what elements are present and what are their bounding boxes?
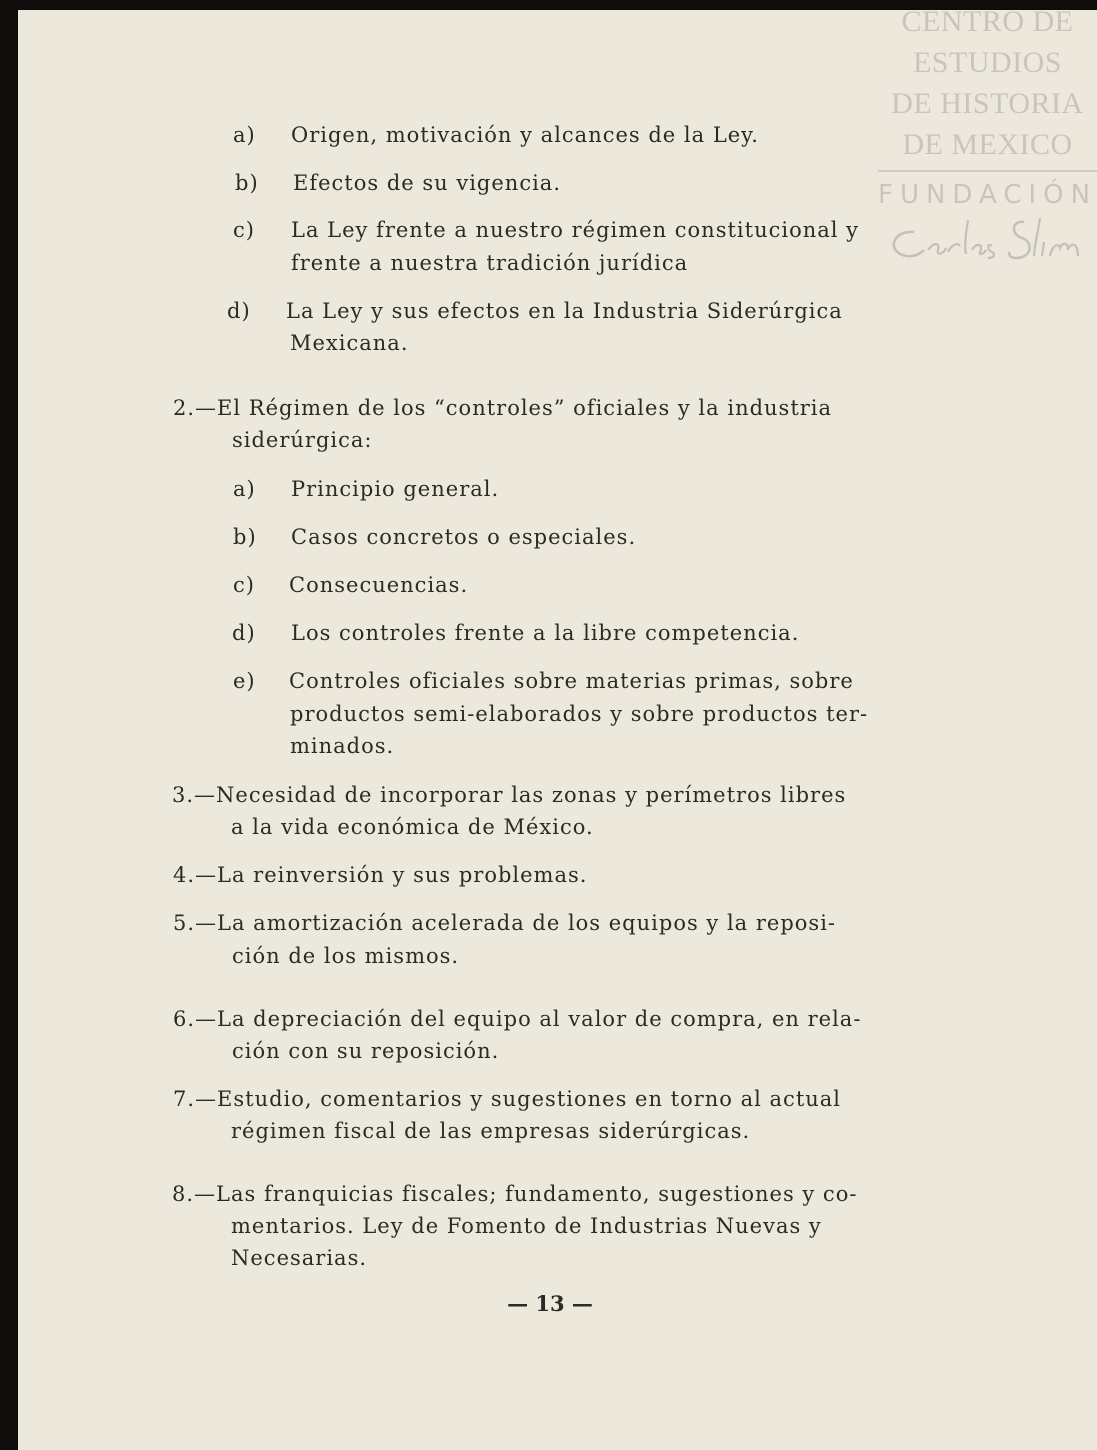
outline-item: Casos concretos o especiales. [291, 525, 637, 549]
numbered-item-cont: Necesarias. [231, 1246, 368, 1270]
numbered-item: 8.—Las franquicias fiscales; fundamento, sugestiones y co- [172, 1182, 858, 1206]
numbered-item: 4.—La reinversión y sus problemas. [173, 863, 588, 887]
page-number: — 13 — [507, 1291, 593, 1316]
outline-item-cont: productos semi-elaborados y sobre productos ter- [290, 702, 869, 726]
item-marker: e) [233, 669, 256, 693]
section-heading: 2.—El Régimen de los “controles” oficiales y la industria [173, 396, 833, 420]
watermark-divider [878, 170, 1097, 172]
item-marker: a) [233, 123, 256, 147]
item-marker: b) [235, 171, 259, 195]
watermark-line: DE HISTORIA [891, 87, 1084, 120]
numbered-item: 7.—Estudio, comentarios y sugestiones en torno al actual [173, 1087, 842, 1111]
item-marker: b) [233, 525, 257, 549]
watermark-foundation: FUNDACIÓN [878, 180, 1097, 210]
numbered-item: 5.—La amortización acelerada de los equipos y la reposi- [173, 911, 837, 935]
numbered-item-cont: ción con su reposición. [232, 1039, 500, 1063]
watermark-line: ESTUDIOS [912, 46, 1062, 79]
outline-item: Controles oficiales sobre materias primas, sobre [289, 669, 854, 693]
watermark-line: DE MEXICO [902, 128, 1073, 161]
outline-item: Origen, motivación y alcances de la Ley. [291, 123, 759, 147]
outline-item: Efectos de su vigencia. [293, 171, 561, 195]
signature-logo [884, 212, 1094, 270]
outline-item-cont: Mexicana. [290, 331, 409, 355]
item-marker: d) [232, 621, 256, 645]
numbered-item: 3.—Necesidad de incorporar las zonas y perímetros libres [172, 783, 847, 807]
outline-item-cont: frente a nuestra tradición jurídica [291, 251, 689, 275]
numbered-item: 6.—La depreciación del equipo al valor de compra, en rela- [173, 1007, 862, 1031]
item-marker: a) [233, 477, 256, 501]
outline-item-cont: minados. [290, 734, 395, 758]
item-marker: d) [227, 299, 251, 323]
numbered-item-cont: régimen fiscal de las empresas siderúrgicas. [231, 1119, 751, 1143]
numbered-item-cont: mentarios. Ley de Fomento de Industrias Nuevas y [231, 1214, 822, 1238]
numbered-item-cont: ción de los mismos. [232, 944, 460, 968]
section-heading-cont: siderúrgica: [232, 428, 373, 452]
outline-item: La Ley y sus efectos en la Industria Siderúrgica [286, 299, 843, 323]
archive-watermark [878, 0, 1097, 270]
numbered-item-cont: a la vida económica de México. [231, 815, 594, 839]
outline-item: La Ley frente a nuestro régimen constitucional y [291, 218, 860, 242]
watermark-line: CENTRO DE [901, 5, 1074, 38]
item-marker: c) [233, 573, 255, 597]
item-marker: c) [233, 218, 255, 242]
outline-item: Principio general. [291, 477, 500, 501]
outline-item: Los controles frente a la libre competencia. [291, 621, 800, 645]
outline-item: Consecuencias. [289, 573, 469, 597]
